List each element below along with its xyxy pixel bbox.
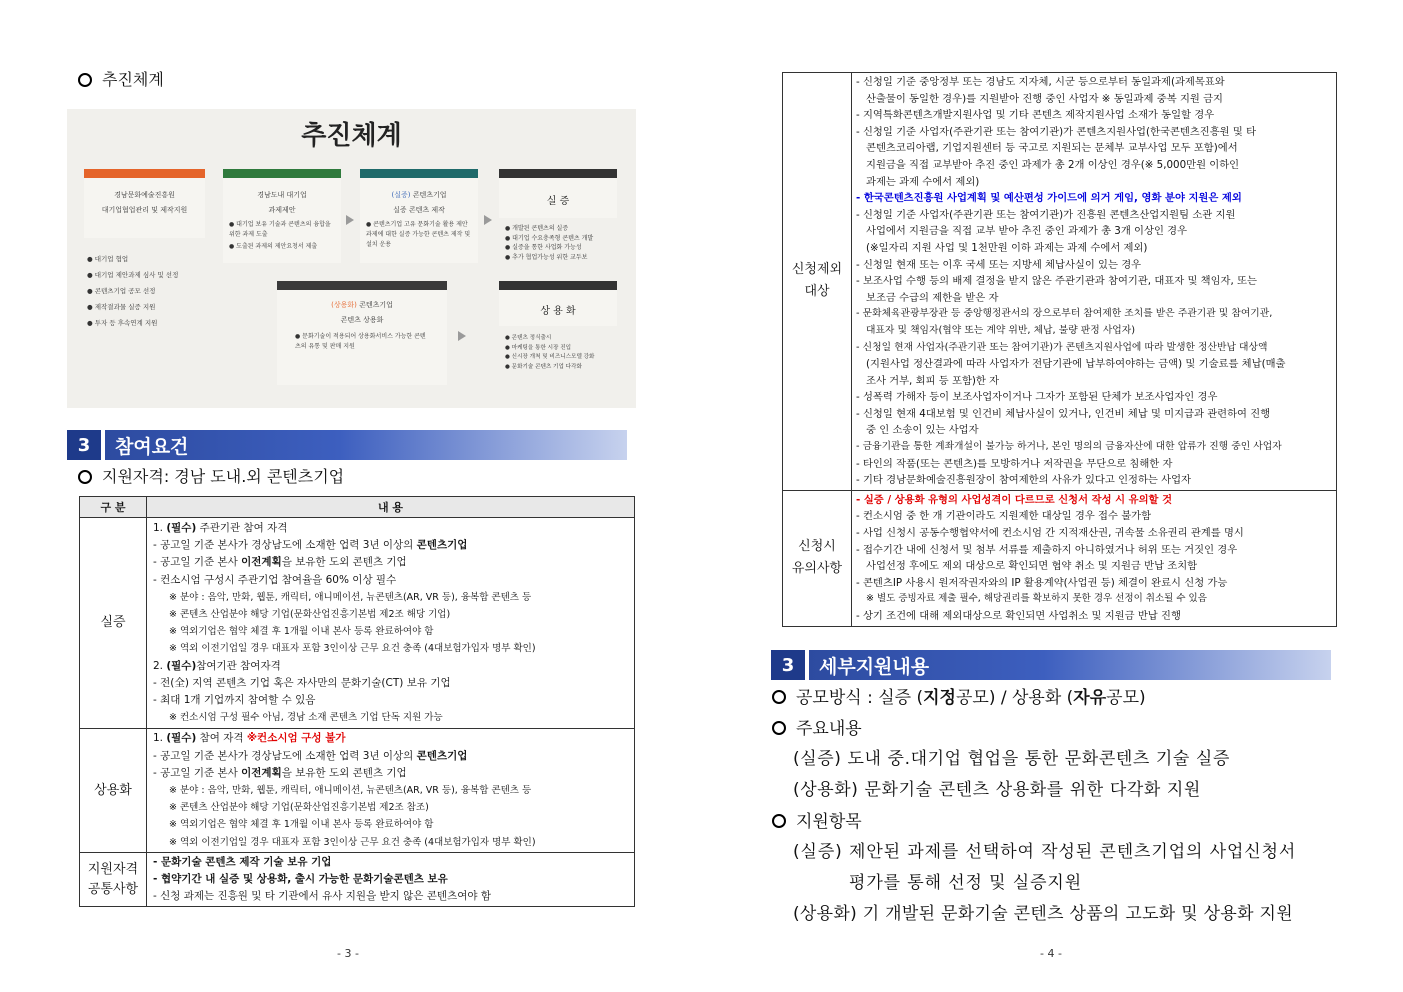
- dark-bar: [277, 281, 447, 290]
- section-number: 3: [67, 430, 101, 460]
- table-row: 지원자격 공통사항 - 문화기술 콘텐츠 제작 기술 보유 기업 - 협약기간 내 실증 및 상용화, 출시 가능한 문화기술콘텐츠 보유 - 신청 과제는 진흥원 및 타 기관에서 유사 지원을 받지 않은 콘텐츠여야 함: [80, 852, 635, 907]
- diagram-col-verify: 실 증 ● 개발된 콘텐츠의 실증 ● 대기업 수요충족형 콘텐츠 개발 ● 실증을 통한 사업화 가능성 ● 추가 협업가능성 위한 교두보: [499, 169, 617, 262]
- corp-sub: 과제제안: [268, 206, 296, 214]
- row-cat-commercial: 상용화: [80, 729, 147, 852]
- row-cat-caution: 신청시 유의사항: [783, 490, 852, 626]
- demo-sub: 실증 콘텐츠 제작: [393, 206, 445, 214]
- circle-bullet-icon: [78, 73, 92, 87]
- caution-list: - 실증 / 상용화 유형의 사업성격이 다르므로 신청서 작성 시 유의할 것 - 컨소시엄 중 한 개 기관이라도 지원제한 대상일 경우 접수 불가함 - 사업 신청시 공동수행협약서에 컨소시엄 간 지적재산권, 귀속물 소유권리 관계를 명시 - 접수기간 내에 신청서 및 첨부 서류를 제출하지 아니하였거나 허위 또는 거짓인 경우 사업선정 후에도 제외 대상으로 확인되면 협약 취소 및 지원금 반납 조치함 - 콘텐츠IP 사용시 원저작권자와의 IP 활용계약(사업권 등) 체결이 완료시 신청 가능 ※ 별도 증빙자료 제출 필수, 해당권리를 확보하지 못한 경우 선정이 취소될 수 있음 - 상기 조건에 대해 제외대상으로 확인되면 사업취소 및 지원금 반납 진행: [852, 490, 1337, 626]
- heading-promotion-system: 추진체계: [78, 70, 164, 90]
- dark-bar: [499, 281, 617, 290]
- section-title: 세부지원내용: [809, 650, 1331, 680]
- table-row: 실증 1. (필수) 주관기관 참여 자격 - 공고일 기준 본사가 경상남도에 소재한 업력 3년 이상의 콘텐츠기업 - 공고일 기준 본사 이전계획을 보유한 도외 콘텐츠 기업 - 컨소시엄 구성시 주관기업 참여율을 60% 이상 필수 ※ 분야 : 음악, 만화, 웹툰, 캐릭터, 애니메이션, 뉴콘텐츠(AR, VR 등), 융복합 콘텐츠 등 ※ 콘텐츠 산업분야 해당 기업(문화산업진흥기본법 제2조 해당 기업) ※ 역외기업은 협약 체결 후 1개월 이내 본사 등록 완료하여야 함 ※ 역외 이전기업일 경우 대표자 포함 3인이상 근무 요건 충족 (4대보험가입자 명부 확인) 2. (필수)참여기관 참여자격 - 전(全) 지역 콘텐츠 기업 혹은 자사만의 문화기술(CT) 보유 기업 - 최대 1개 기업까지 참여할 수 있음 ※ 컨소시엄 구성 필수 아님, 경남 소재 콘텐츠 기업 단독 지원 가능: [80, 518, 635, 729]
- bullet-recruit-method: 공모방식 : 실증 (지정공모) / 상용화 (자유공모): [772, 687, 1146, 709]
- row-cat-demo: 실증: [80, 518, 147, 729]
- agency-title: 경남문화예술진흥원: [114, 191, 175, 199]
- col-header-category: 구 분: [80, 497, 147, 518]
- table-row: [783, 73, 1337, 491]
- col-header-content: 내 용: [147, 497, 635, 518]
- bullet-main-content: 주요내용: [772, 718, 862, 740]
- commercialize-title: 상 용 화: [540, 306, 576, 317]
- main-content-line-2: (상용화) 문화기술 콘텐츠 상용화를 위한 다각화 지원: [793, 780, 1201, 800]
- diagram-col-corp: 경남도내 대기업 과제제안 ● 대기업 보유 기술과 콘텐츠의 융합을 위한 과제 도출 ● 도출된 과제의 제안요청서 제출: [223, 169, 341, 263]
- exclusion-table: [782, 72, 1337, 627]
- commercial-sub: 콘텐츠 상용화: [340, 316, 384, 324]
- support-items-line-3: (상용화) 기 개발된 문화기술 콘텐츠 상품의 고도화 및 상용화 지원: [793, 904, 1293, 924]
- row-cat-exclusion: 신청제외 대상: [783, 73, 852, 491]
- circle-bullet-icon: [772, 690, 786, 704]
- diagram-col-commercial: (상용화) 콘텐츠기업 콘텐츠 상용화 ● 문화기술이 적용되어 상용화서비스 가능한 콘텐츠의 유통 및 판매 지원: [277, 281, 447, 385]
- section-number: 3: [771, 650, 805, 680]
- circle-bullet-icon: [78, 470, 92, 484]
- verify-title: 실 증: [546, 196, 570, 207]
- agency-list: ● 대기업 협업 ● 대기업 제안과제 심사 및 선정 ● 콘텐츠기업 공모 선정 ● 제작결과물 실증 지원 ● 투자 등 후속연계 지원: [87, 255, 179, 327]
- agency-sub: 대기업협업관리 및 제작지원: [101, 206, 188, 214]
- diagram-col-demo: (실증) 콘텐츠기업 실증 콘텐츠 제작 ● 콘텐츠기업 고유 문화기술 활용 제안과제에 대한 실증 가능한 콘텐츠 제작 및 설치 운용: [360, 169, 478, 263]
- page-number-left: - 3 -: [337, 947, 359, 960]
- page-number-right: - 4 -: [1040, 947, 1062, 960]
- arrow-right-icon: [346, 215, 354, 225]
- table-row: [783, 490, 1337, 626]
- heading-eligibility: 지원자격: 경남 도내.외 콘텐츠기업: [78, 467, 344, 487]
- diagram-title: 추진체계: [301, 121, 402, 151]
- diagram-col-agency: [84, 169, 205, 238]
- orange-bar: [84, 169, 205, 178]
- arrow-right-icon: [484, 215, 492, 225]
- eligibility-table: [79, 496, 635, 907]
- support-items-line-1: (실증) 제안된 과제를 선택하여 작성된 콘텐츠기업의 사업신청서: [793, 842, 1297, 862]
- row-cat-common: 지원자격 공통사항: [80, 852, 147, 907]
- arrow-right-icon: [458, 331, 466, 341]
- section-header-support: [771, 650, 1331, 680]
- section-title: 참여요건: [105, 430, 627, 460]
- support-items-line-2: 평가를 통해 선정 및 실증지원: [849, 873, 1083, 893]
- diagram-col-commercialize: 상 용 화 ● 콘텐츠 정식출시 ● 마케팅을 통한 시장 진입 ● 신시장 개척 및 비즈니스모델 강화 ● 문화기술 콘텐츠 기업 다각화: [499, 281, 617, 372]
- green-bar: [223, 169, 341, 178]
- corp-title: 경남도내 대기업: [257, 191, 307, 199]
- promotion-system-diagram: [67, 109, 636, 408]
- dark-bar: [499, 169, 617, 178]
- section-header-requirements: [67, 430, 627, 460]
- teal-bar: [360, 169, 478, 178]
- bullet-support-items: 지원항목: [772, 811, 862, 833]
- table-row: 상용화 1. (필수) 참여 자격 ※컨소시엄 구성 불가 - 공고일 기준 본사가 경상남도에 소재한 업력 3년 이상의 콘텐츠기업 - 공고일 기준 본사 이전계획을 보유한 도외 콘텐츠 기업 ※ 분야 : 음악, 만화, 웹툰, 캐릭터, 애니메이션, 뉴콘텐츠(AR, VR 등), 융복합 콘텐츠 등 ※ 콘텐츠 산업분야 해당 기업(문화산업진흥기본법 제2조 참조) ※ 역외기업은 협약 체결 후 1개월 이내 본사 등록 완료하여야 함 ※ 역외 이전기업일 경우 대표자 포함 3인이상 근무 요건 충족 (4대보험가입자 명부 확인): [80, 729, 635, 852]
- main-content-line-1: (실증) 도내 중.대기업 협업을 통한 문화콘텐츠 기술 실증: [793, 749, 1230, 769]
- circle-bullet-icon: [772, 814, 786, 828]
- exclusion-list: - 신청일 기준 중앙정부 또는 경남도 지자체, 시군 등으로부터 동일과제(과제목표와 산출물이 동일한 경우)를 지원받아 진행 중인 사업자 ※ 동일과제 중복 지원 금지 - 지역특화콘텐츠개발지원사업 및 기타 콘텐츠 제작지원사업 소재가 동일할 경우 - 신청일 기준 사업자(주관기관 또는 참여기관)가 콘텐츠지원사업(한국콘텐츠진흥원 및 타 콘텐츠코리아랩, 기업지원센터 등 국고로 지원되는 문체부 교부사업 모두 포함)에서 지원금을 직접 교부받아 추진 중인 과제가 총 2개 이상인 경우(※ 5,000만원 이하인 과제는 과제 수에서 제외) - 한국콘텐츠진흥원 사업계획 및 예산편성 가이드에 의거 게임, 영화 분야 지원은 제외 - 신청일 기준 사업자(주관기관 또는 참여기관)가 진흥원 콘텐츠산업지원팀 소관 지원 사업에서 지원금을 직접 교부 받아 추진 중인 과제가 총 3개 이상인 경우 (※일자리 지원 사업 및 1천만원 이하 과제는 과제 수에서 제외) - 신청일 현재 또는 이후 국세 또는 지방세 체납사실이 있는 경우 - 보조사업 수행 등의 배제 결정을 받지 않은 주관기관과 참여기관, 대표자 및 책임자, 또는 보조금 수급의 제한을 받은 자 - 문화체육관광부장관 등 중앙행정관서의 장으로부터 참여제한 조치를 받은 주관기관 및 참여기관, 대표자 및 책임자(협약 또는 계약 위반, 체납, 불량 판정 사업자) - 신청일 현재 사업자(주관기관 또는 참여기관)가 콘텐츠지원사업에 따라 발생한 정산반납 대상액 (지원사업 정산결과에 따라 사업자가 전담기관에 납부하여야하는 금액) 및 기술료를 체납(매출 조사 거부, 회피 등 포함)한 자 - 성폭력 가해자 등이 보조사업자이거나 그자가 포함된 단체가 보조사업자인 경우 - 신청일 현재 4대보험 및 인건비 체납사실이 있거나, 인건비 체납 및 미지급과 관련하여 진행 중 인 소송이 있는 사업자 - 금융기관을 통한 계좌개설이 불가능 하거나, 본인 명의의 금융자산에 대한 압류가 진행 중인 사업자 - 타인의 작품(또는 콘텐츠)를 모방하거나 저작권을 무단으로 침해한 자 - 기타 경남문화예술진흥원장이 참여제한의 사유가 있다고 인정하는 사업자: [852, 73, 1337, 491]
- circle-bullet-icon: [772, 721, 786, 735]
